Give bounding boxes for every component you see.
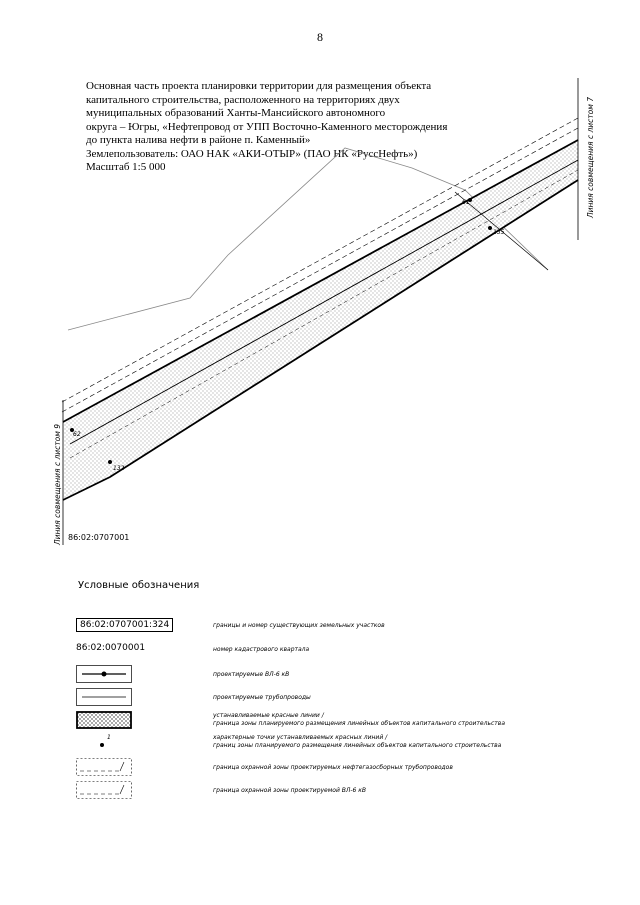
vl-line-icon	[76, 665, 132, 683]
legend-text: номер кадастрового квартала	[213, 646, 310, 653]
point-132-marker	[108, 460, 112, 464]
planned-pipeline	[70, 160, 578, 444]
legend-text: граница охранной зоны проектируемой ВЛ-6 кВ	[213, 787, 367, 794]
page-number: 8	[317, 30, 323, 44]
header-line: до пункта налива нефти в районе п. Каменный»	[86, 134, 311, 146]
legend-text: проектируемые трубопроводы	[213, 694, 311, 701]
legend-item-parcel-boundary	[76, 618, 596, 644]
point-135-marker	[488, 226, 492, 230]
planned-zone-area	[63, 140, 578, 500]
legend-text-line: граница зоны планируемого размещения линейных объектов капитального строительства	[213, 720, 505, 727]
match-line-left-label: Линия совмещения с листом 9	[53, 423, 62, 545]
legend-symbol-quarter: 86:02:0070001	[76, 643, 146, 653]
point-132-label: 132	[113, 465, 125, 472]
legend-text	[213, 712, 505, 728]
legend-title: Условные обозначения	[78, 580, 200, 591]
legend-point-number: 1	[107, 734, 111, 741]
point-135-label: 135	[493, 229, 505, 236]
legend-text-line: границ зоны планируемого размещения линейных объектов капитального строительства	[213, 742, 502, 749]
parcel-number: 86:02:0707001	[68, 533, 130, 542]
legend-item-vl-protection-zone	[76, 781, 596, 807]
legend-text: проектируемые ВЛ-6 кВ	[213, 671, 290, 678]
vl-protection-zone-line	[62, 118, 578, 402]
point-61-label: 61	[462, 199, 470, 206]
header-line: Масштаб 1:5 000	[86, 161, 166, 173]
red-line-upper	[63, 140, 578, 422]
legend-item-characteristic-points	[76, 733, 596, 759]
header-line: Основная часть проекта планировки территории для размещения объекта	[86, 80, 432, 92]
legend-text: граница охранной зоны проектируемых нефтегазосборных трубопроводов	[213, 764, 453, 771]
header-line: округа – Югры, «Нефтепровод от УПП Восточно-Каменного месторождения	[86, 120, 448, 133]
header-line: муниципальных образований Ханты-Мансийского автономного	[86, 107, 386, 119]
legend-symbol-parcel-box: 86:02:0707001:324	[76, 618, 173, 632]
legend-text: границы и номер существующих земельных участков	[213, 622, 385, 629]
point-62-label: 62	[73, 431, 81, 438]
protection-zone-icon	[76, 781, 132, 799]
header-line: капитального строительства, расположенного на территориях двух	[86, 93, 400, 106]
protection-zone-icon	[76, 758, 132, 776]
match-line-right-label: Линия совмещения с листом 7	[586, 96, 595, 218]
legend-text-line: устанавливаемые красные линии /	[213, 712, 324, 719]
header-line: Землепользователь: ОАО НАК «АКИ-ОТЫР» (ПАО НК «РуссНефть»)	[86, 147, 418, 160]
legend-text	[213, 734, 501, 750]
red-lines-zone-icon	[76, 711, 132, 729]
point-marker-icon	[76, 733, 132, 751]
legend-text-line: характерные точки устанавливаемых красных линий /	[213, 734, 388, 741]
pipeline-line-icon	[76, 688, 132, 706]
